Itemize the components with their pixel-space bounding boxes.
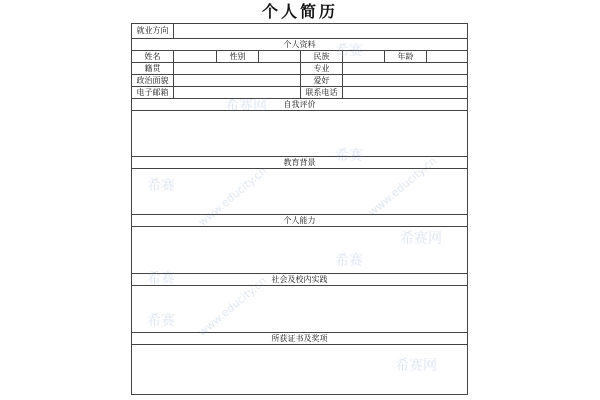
education-label: 教育背景 bbox=[283, 158, 316, 167]
age-label: 年龄 bbox=[385, 51, 427, 62]
row-native bbox=[132, 63, 467, 75]
hobbies-field[interactable] bbox=[343, 75, 467, 86]
row-contact bbox=[132, 87, 467, 99]
major-field[interactable] bbox=[343, 63, 467, 74]
watermark-logo: 希赛 bbox=[147, 271, 175, 287]
resume-form bbox=[131, 23, 468, 395]
personal-section-header bbox=[132, 39, 467, 51]
email-label: 电子邮箱 bbox=[132, 87, 174, 98]
career-row bbox=[132, 24, 467, 39]
watermark-url: www.educity.cn bbox=[195, 274, 270, 339]
watermark-url: www.educity.cn bbox=[195, 164, 270, 229]
phone-label: 联系电话 bbox=[301, 87, 343, 98]
self-evaluation-area[interactable] bbox=[132, 111, 467, 157]
certificates-label: 所获证书及奖项 bbox=[271, 334, 328, 343]
political-status-field[interactable] bbox=[174, 75, 301, 86]
practice-header bbox=[132, 274, 467, 286]
name-label: 姓名 bbox=[132, 51, 174, 62]
watermark-logo: 希赛 bbox=[335, 43, 363, 59]
watermark-url: www.educity.cn bbox=[365, 154, 440, 219]
watermark-logo: 希赛 bbox=[335, 148, 363, 164]
watermark-net: 希赛网 bbox=[400, 231, 442, 247]
career-field[interactable] bbox=[174, 24, 467, 38]
ethnicity-label: 民族 bbox=[301, 51, 343, 62]
phone-field[interactable] bbox=[343, 87, 467, 98]
row-name bbox=[132, 51, 467, 63]
certificates-header bbox=[132, 333, 467, 345]
watermark-logo: 希赛 bbox=[147, 313, 175, 329]
native-place-field[interactable] bbox=[174, 63, 301, 74]
watermark-logo: 希赛 bbox=[335, 253, 363, 269]
gender-label: 性别 bbox=[217, 51, 259, 62]
row-political bbox=[132, 75, 467, 87]
major-label: 专业 bbox=[301, 63, 343, 74]
hobbies-label: 爱好 bbox=[301, 75, 343, 86]
abilities-label: 个人能力 bbox=[283, 216, 316, 225]
watermark-logo: 希赛 bbox=[147, 178, 175, 194]
practice-area[interactable] bbox=[132, 286, 467, 333]
education-header bbox=[132, 157, 467, 169]
abilities-header bbox=[132, 215, 467, 227]
self-evaluation-label: 自我评价 bbox=[283, 100, 316, 109]
name-field[interactable] bbox=[174, 51, 217, 62]
personal-section-label: 个人资料 bbox=[283, 40, 316, 49]
ethnicity-field[interactable] bbox=[343, 51, 385, 62]
education-area[interactable] bbox=[132, 169, 467, 215]
watermark-net: 希赛网 bbox=[225, 98, 267, 114]
native-place-label: 籍贯 bbox=[132, 63, 174, 74]
age-field[interactable] bbox=[427, 51, 467, 62]
gender-field[interactable] bbox=[259, 51, 301, 62]
political-status-label: 政治面貌 bbox=[132, 75, 174, 86]
watermark-net: 希赛网 bbox=[395, 358, 437, 374]
certificates-area[interactable] bbox=[132, 345, 467, 394]
email-field[interactable] bbox=[174, 87, 301, 98]
abilities-area[interactable] bbox=[132, 227, 467, 274]
career-label: 就业方向 bbox=[132, 24, 174, 38]
resume-title: 个人简历 bbox=[261, 2, 338, 21]
practice-label: 社会及校内实践 bbox=[271, 275, 328, 284]
self-evaluation-header bbox=[132, 99, 467, 111]
